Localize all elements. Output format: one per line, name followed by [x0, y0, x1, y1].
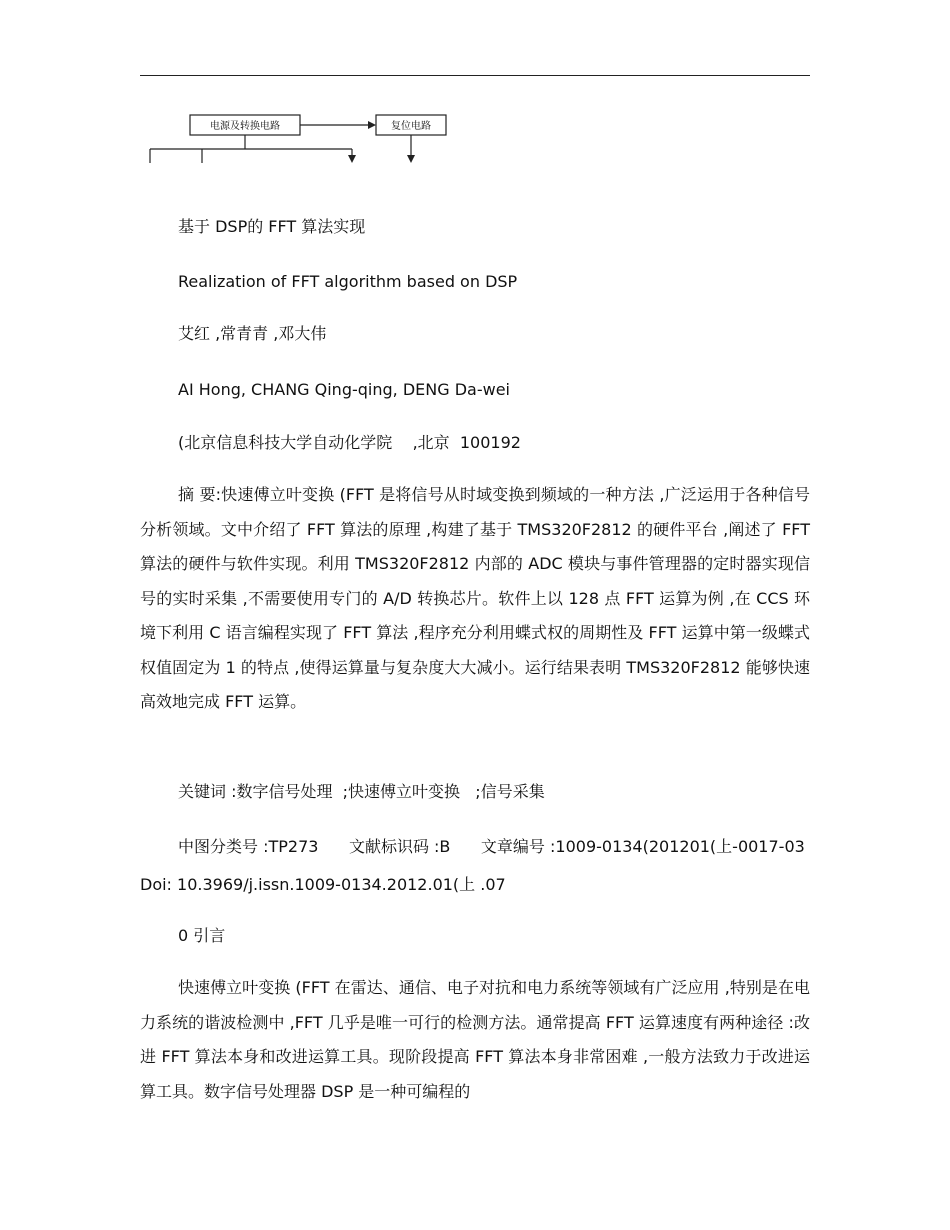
- reset-box-label: 复位电路: [391, 121, 431, 132]
- doi: Doi: 10.3969/j.issn.1009-0134.2012.01(上 .07: [140, 875, 506, 894]
- arrow-head-down-bus: [348, 155, 356, 163]
- section-heading: 0 引言: [178, 926, 226, 945]
- arrow-head-down-reset: [407, 155, 415, 163]
- authors-en: AI Hong, CHANG Qing-qing, DENG Da-wei: [178, 380, 510, 399]
- arrow-head-right: [368, 121, 376, 129]
- intro-paragraph: 快速傅立叶变换 (FFT 在雷达、通信、电子对抗和电力系统等领域有广泛应用 ,特别是在电力系统的谐波检测中 ,FFT 几乎是唯一可行的检测方法。通常提高 FFT 运算速度有两种途径 :改进 FFT 算法本身和改进运算工具。现阶段提高 FFT 算法本身非常困难 ,一般方法致力于改进运算工具。数字信号处理器 DSP 是一种可编程的: [140, 978, 810, 1101]
- block-diagram: [140, 105, 460, 167]
- authors-cn: 艾红 ,常青青 ,邓大伟: [178, 324, 327, 343]
- abstract: 摘 要:快速傅立叶变换 (FFT 是将信号从时域变换到频域的一种方法 ,广泛运用于各种信号分析领域。文中介绍了 FFT 算法的原理 ,构建了基于 TMS320F2812 的硬件平台 ,阐述了 FFT 算法的硬件与软件实现。利用 TMS320F2812 内部的 ADC 模块与事件管理器的定时器实现信号的实时采集 ,不需要使用专门的 A/D 转换芯片。软件上以 128 点 FFT 运算为例 ,在 CCS 环境下利用 C 语言编程实现了 FFT 算法 ,程序充分利用蝶式权的周期性及 FFT 运算中第一级蝶式权值固定为 1 的特点 ,使得运算量与复杂度大大减小。运行结果表明 TMS320F2812 能够快速高效地完成 FFT 运算。: [140, 485, 810, 711]
- power-box-label: 电源及转换电路: [210, 121, 280, 132]
- classification: 中图分类号 :TP273 文献标识码 :B 文章编号 :1009-0134(201201(上-0017-03: [178, 837, 805, 856]
- affiliation: (北京信息科技大学自动化学院 ,北京 100192: [178, 433, 521, 452]
- keywords: 关键词 :数字信号处理 ;快速傅立叶变换 ;信号采集: [178, 782, 545, 801]
- title-en: Realization of FFT algorithm based on DSP: [178, 272, 518, 291]
- title-cn: 基于 DSP的 FFT 算法实现: [178, 217, 366, 236]
- header-rule: [140, 75, 810, 76]
